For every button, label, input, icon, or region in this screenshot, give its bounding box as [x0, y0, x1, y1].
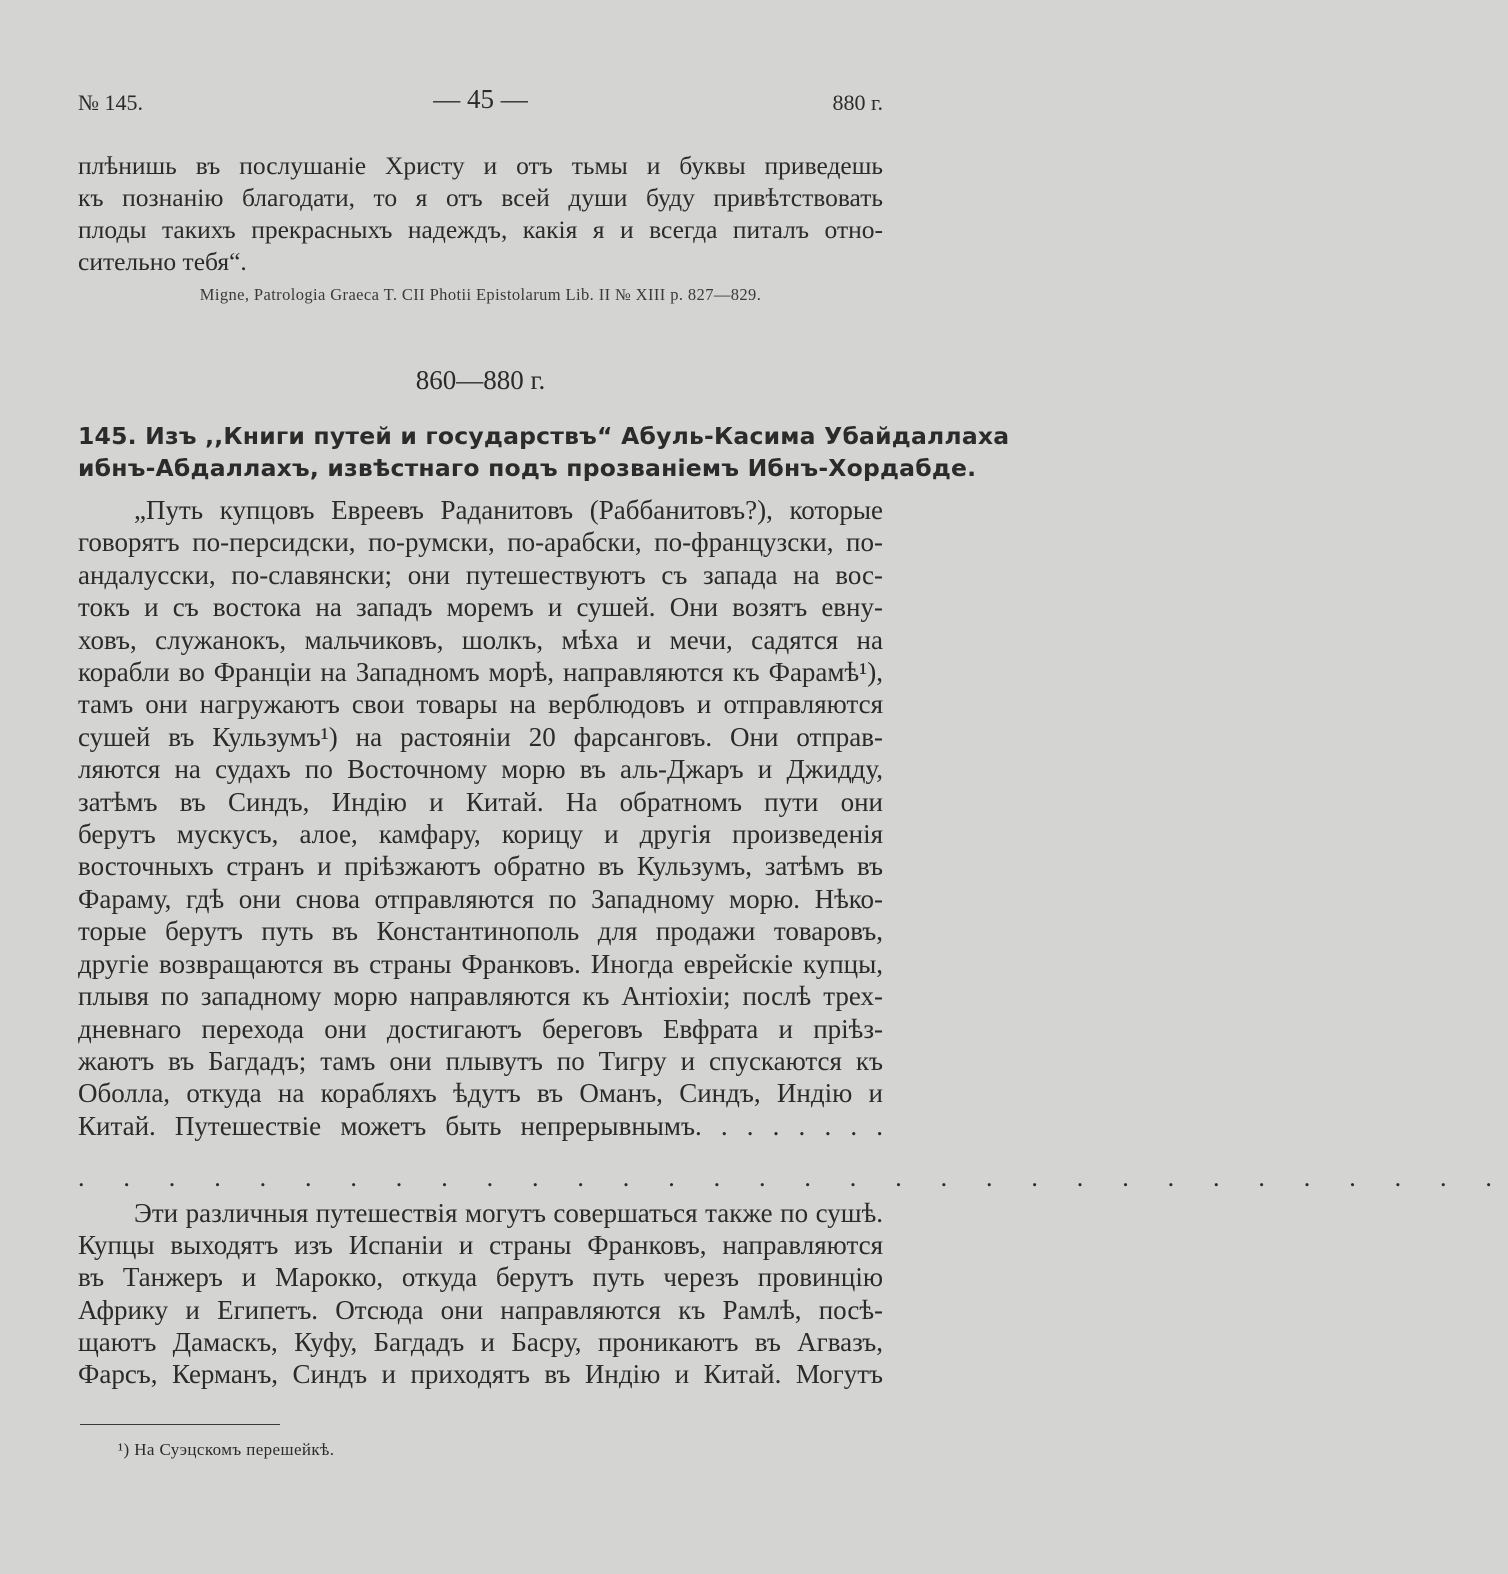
- ellipsis-line: . . . . . . . . . . . . . . . . . . . . . . . . . . . . . . . .: [78, 1163, 1508, 1192]
- document-heading: [78, 420, 1010, 484]
- source-citation: Migne, Patrologia Graeca T. CII Photii Epistolarum Lib. II № XIII p. 827—829.: [199, 285, 762, 304]
- text-line: плоды такихъ прекрасныхъ надеждъ, какія я и всегда питалъ отно-: [78, 215, 883, 244]
- text-line: ляются на судахъ по Восточному морю въ аль-Джаръ и Джидду,: [78, 754, 883, 785]
- text-line: восточныхъ странъ и пріѣзжаютъ обратно въ Кульзумъ, затѣмъ въ: [78, 851, 883, 882]
- text-line: къ познанію благодати, то я отъ всей души буду привѣтствовать: [78, 183, 883, 212]
- heading-line-1: [78, 420, 1010, 452]
- text-line: тамъ они нагружаютъ свои товары на верблюдовъ и отправляются: [78, 689, 883, 720]
- text-line: Фараму, гдѣ они снова отправляются по Западному морю. Нѣко-: [78, 883, 883, 914]
- heading-title-part-1: Изъ ,,Книги путей и государствъ“ Абуль-Касима Убайдаллаха: [145, 422, 1010, 450]
- text-line: сушей въ Кульзумъ¹) на растояніи 20 фарсанговъ. Они отправ-: [78, 721, 883, 752]
- text-line: Эти различныя путешествія могутъ совершаться также по сушѣ.: [134, 1198, 883, 1228]
- date-heading: 860—880 г.: [415, 365, 546, 395]
- main-paragraph: [78, 494, 883, 1142]
- text-line: берутъ мускусъ, алое, камфару, корицу и другія произведенія: [78, 819, 883, 850]
- text-line: плѣнишь въ послушаніе Христу и отъ тьмы и буквы приведешь: [78, 151, 883, 180]
- running-header: [78, 84, 883, 124]
- text-line: дневнаго перехода они достигаютъ береговъ Евфрата и пріѣз-: [78, 1013, 883, 1044]
- footnote: ¹) На Суэцскомъ перешейкѣ.: [118, 1440, 335, 1459]
- page-number: — 45 —: [433, 84, 528, 114]
- text-line: жаютъ въ Багдадъ; тамъ они плывутъ по Тигру и спускаются къ: [78, 1045, 883, 1076]
- text-line: ховъ, служанокъ, мальчиковъ, шолкъ, мѣха и мечи, садятся на: [78, 624, 883, 655]
- text-line: плывя по западному морю направляются къ Антіохіи; послѣ трех-: [78, 981, 883, 1012]
- text-line: Купцы выходятъ изъ Испаніи и страны Франковъ, направляются: [78, 1230, 883, 1261]
- text-line: сительно тебя“.: [78, 247, 247, 276]
- heading-line-2: ибнъ-Абдаллахъ, извѣстнаго подъ прозваніемъ Ибнъ-Хордабде.: [78, 454, 977, 482]
- text-line: затѣмъ въ Синдъ, Индію и Китай. На обратномъ пути они: [78, 786, 883, 817]
- intro-paragraph: [78, 150, 883, 278]
- text-line: Китай. Путешествіе можетъ быть непрерывнымъ. . . . . . . .: [78, 1110, 883, 1141]
- text-line: андалусски, по-славянски; они путешествуютъ съ запада на вос-: [78, 559, 883, 590]
- text-line: щаютъ Дамаскъ, Куфу, Багдадъ и Басру, проникаютъ въ Агвазъ,: [78, 1326, 883, 1357]
- text-line: Африку и Египетъ. Отсюда они направляются къ Рамлѣ, посѣ-: [78, 1294, 883, 1325]
- text-line: „Путь купцовъ Евреевъ Раданитовъ (Раббанитовъ?), которые: [134, 495, 883, 525]
- document-number: № 145.: [78, 90, 143, 115]
- second-paragraph: [78, 1197, 883, 1390]
- text-line: въ Танжеръ и Марокко, откуда берутъ путь черезъ провинцію: [78, 1262, 883, 1293]
- heading-number: 145.: [78, 422, 137, 450]
- footnote-divider: [80, 1424, 280, 1425]
- text-line: торые берутъ путь въ Константинополь для продажи товаровъ,: [78, 916, 883, 947]
- text-line: Фарсъ, Керманъ, Синдъ и приходятъ въ Индію и Китай. Могутъ: [78, 1359, 883, 1390]
- text-line: токъ и съ востока на западъ моремъ и сушей. Они возятъ евну-: [78, 592, 883, 623]
- text-line: другіе возвращаются въ страны Франковъ. Иногда еврейскіе купцы,: [78, 948, 883, 979]
- header-year: 880 г.: [832, 90, 883, 115]
- text-line: корабли во Франціи на Западномъ морѣ, направляются къ Фарамѣ¹),: [78, 657, 883, 688]
- text-line: говорятъ по-персидски, по-румски, по-арабски, по-французски, по-: [78, 527, 883, 558]
- text-line: Оболла, откуда на корабляхъ ѣдутъ въ Оманъ, Синдъ, Индію и: [78, 1078, 883, 1109]
